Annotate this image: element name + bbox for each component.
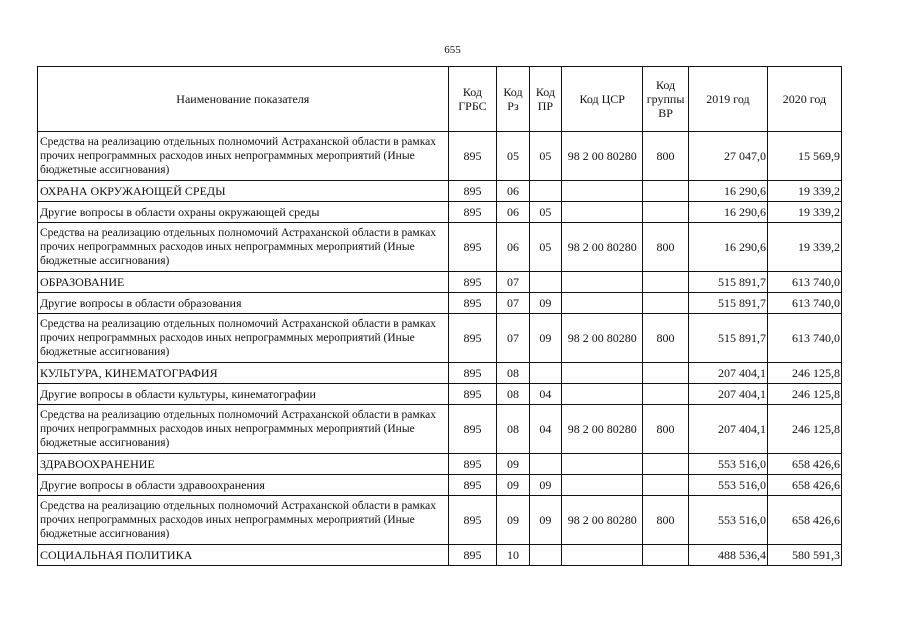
row-vr: 800: [643, 314, 689, 363]
row-2019: 553 516,0: [688, 496, 767, 545]
row-2019: 16 290,6: [688, 223, 767, 272]
row-rz: 08: [497, 405, 529, 454]
row-pr: 04: [529, 384, 561, 405]
header-name: Наименование показателя: [38, 67, 449, 132]
row-pr: 05: [529, 202, 561, 223]
row-csr: [562, 181, 643, 202]
row-2020: 613 740,0: [767, 272, 841, 293]
row-rz: 09: [497, 475, 529, 496]
row-rz: 10: [497, 545, 529, 566]
row-rz: 08: [497, 363, 529, 384]
row-2019: 553 516,0: [688, 475, 767, 496]
row-grbs: 895: [448, 363, 497, 384]
row-2020: 15 569,9: [767, 132, 841, 181]
row-csr: [562, 545, 643, 566]
row-name: Другие вопросы в области культуры, кинематографии: [38, 384, 449, 405]
row-csr: 98 2 00 80280: [562, 132, 643, 181]
table-row: [38, 496, 842, 545]
row-vr: 800: [643, 132, 689, 181]
row-vr: [643, 384, 689, 405]
row-vr: 800: [643, 223, 689, 272]
header-vr: Код группы ВР: [643, 67, 689, 132]
row-name: Средства на реализацию отдельных полномочий Астраханской области в рамках прочих непрограммных расходов иных непрограммных мероприятий (Иные бюджетные ассигнования): [38, 314, 449, 363]
row-2020: 246 125,8: [767, 384, 841, 405]
table-row: [38, 314, 842, 363]
row-2020: 658 426,6: [767, 454, 841, 475]
row-2020: 658 426,6: [767, 475, 841, 496]
row-csr: 98 2 00 80280: [562, 405, 643, 454]
table-row: [38, 181, 842, 202]
row-name: Другие вопросы в области охраны окружающей среды: [38, 202, 449, 223]
row-pr: 09: [529, 475, 561, 496]
table-row: [38, 384, 842, 405]
row-2019: 488 536,4: [688, 545, 767, 566]
row-vr: 800: [643, 405, 689, 454]
row-2020: 613 740,0: [767, 293, 841, 314]
row-pr: [529, 181, 561, 202]
table-row: [38, 545, 842, 566]
table-header: [38, 67, 842, 132]
row-pr: 09: [529, 293, 561, 314]
row-2020: 19 339,2: [767, 181, 841, 202]
row-2020: 580 591,3: [767, 545, 841, 566]
row-rz: 09: [497, 454, 529, 475]
row-csr: 98 2 00 80280: [562, 223, 643, 272]
row-2019: 515 891,7: [688, 272, 767, 293]
row-pr: 05: [529, 132, 561, 181]
header-pr: Код ПР: [529, 67, 561, 132]
header-2019: 2019 год: [688, 67, 767, 132]
row-csr: 98 2 00 80280: [562, 496, 643, 545]
row-2020: 19 339,2: [767, 223, 841, 272]
row-2020: 246 125,8: [767, 363, 841, 384]
header-grbs: Код ГРБС: [448, 67, 497, 132]
row-grbs: 895: [448, 132, 497, 181]
header-rz: Код Рз: [497, 67, 529, 132]
row-grbs: 895: [448, 293, 497, 314]
budget-table: [37, 66, 842, 566]
table-row: [38, 454, 842, 475]
row-pr: [529, 545, 561, 566]
row-rz: 07: [497, 314, 529, 363]
table-row: [38, 363, 842, 384]
row-pr: 09: [529, 496, 561, 545]
row-rz: 08: [497, 384, 529, 405]
row-pr: 04: [529, 405, 561, 454]
row-pr: 09: [529, 314, 561, 363]
row-grbs: 895: [448, 202, 497, 223]
row-grbs: 895: [448, 496, 497, 545]
row-2019: 553 516,0: [688, 454, 767, 475]
row-csr: [562, 384, 643, 405]
row-rz: 06: [497, 202, 529, 223]
row-2019: 16 290,6: [688, 181, 767, 202]
table-row: [38, 202, 842, 223]
row-rz: 07: [497, 272, 529, 293]
row-2019: 515 891,7: [688, 293, 767, 314]
row-name: КУЛЬТУРА, КИНЕМАТОГРАФИЯ: [38, 363, 449, 384]
row-grbs: 895: [448, 272, 497, 293]
row-grbs: 895: [448, 384, 497, 405]
row-rz: 05: [497, 132, 529, 181]
row-vr: [643, 202, 689, 223]
row-vr: [643, 475, 689, 496]
row-name: Средства на реализацию отдельных полномочий Астраханской области в рамках прочих непрограммных расходов иных непрограммных мероприятий (Иные бюджетные ассигнования): [38, 496, 449, 545]
row-rz: 06: [497, 181, 529, 202]
row-2019: 207 404,1: [688, 384, 767, 405]
row-pr: [529, 272, 561, 293]
header-2020: 2020 год: [767, 67, 841, 132]
row-vr: [643, 454, 689, 475]
row-2019: 27 047,0: [688, 132, 767, 181]
row-rz: 09: [497, 496, 529, 545]
row-grbs: 895: [448, 454, 497, 475]
row-pr: [529, 454, 561, 475]
row-grbs: 895: [448, 223, 497, 272]
row-name: Другие вопросы в области образования: [38, 293, 449, 314]
row-vr: [643, 545, 689, 566]
row-grbs: 895: [448, 405, 497, 454]
row-name: Средства на реализацию отдельных полномочий Астраханской области в рамках прочих непрограммных расходов иных непрограммных мероприятий (Иные бюджетные ассигнования): [38, 132, 449, 181]
table-row: [38, 405, 842, 454]
row-2020: 658 426,6: [767, 496, 841, 545]
row-rz: 06: [497, 223, 529, 272]
row-csr: [562, 293, 643, 314]
row-name: ЗДРАВООХРАНЕНИЕ: [38, 454, 449, 475]
row-grbs: 895: [448, 181, 497, 202]
row-vr: [643, 181, 689, 202]
row-csr: [562, 475, 643, 496]
row-csr: [562, 272, 643, 293]
row-grbs: 895: [448, 314, 497, 363]
row-2020: 613 740,0: [767, 314, 841, 363]
row-csr: [562, 202, 643, 223]
row-grbs: 895: [448, 475, 497, 496]
row-pr: 05: [529, 223, 561, 272]
table-row: [38, 272, 842, 293]
row-2020: 19 339,2: [767, 202, 841, 223]
table-body: [38, 132, 842, 566]
row-name: Средства на реализацию отдельных полномочий Астраханской области в рамках прочих непрограммных расходов иных непрограммных мероприятий (Иные бюджетные ассигнования): [38, 223, 449, 272]
row-csr: [562, 363, 643, 384]
row-pr: [529, 363, 561, 384]
row-name: СОЦИАЛЬНАЯ ПОЛИТИКА: [38, 545, 449, 566]
row-rz: 07: [497, 293, 529, 314]
row-vr: [643, 272, 689, 293]
row-2019: 207 404,1: [688, 405, 767, 454]
row-2019: 207 404,1: [688, 363, 767, 384]
page-number: 655: [444, 44, 461, 56]
table-row: [38, 132, 842, 181]
row-2019: 16 290,6: [688, 202, 767, 223]
row-csr: 98 2 00 80280: [562, 314, 643, 363]
row-2020: 246 125,8: [767, 405, 841, 454]
header-csr: Код ЦСР: [562, 67, 643, 132]
table-row: [38, 475, 842, 496]
row-vr: [643, 293, 689, 314]
row-name: ОБРАЗОВАНИЕ: [38, 272, 449, 293]
row-name: Средства на реализацию отдельных полномочий Астраханской области в рамках прочих непрограммных расходов иных непрограммных мероприятий (Иные бюджетные ассигнования): [38, 405, 449, 454]
table-row: [38, 223, 842, 272]
row-csr: [562, 454, 643, 475]
row-grbs: 895: [448, 545, 497, 566]
row-vr: 800: [643, 496, 689, 545]
row-2019: 515 891,7: [688, 314, 767, 363]
table-row: [38, 293, 842, 314]
row-vr: [643, 363, 689, 384]
row-name: Другие вопросы в области здравоохранения: [38, 475, 449, 496]
row-name: ОХРАНА ОКРУЖАЮЩЕЙ СРЕДЫ: [38, 181, 449, 202]
